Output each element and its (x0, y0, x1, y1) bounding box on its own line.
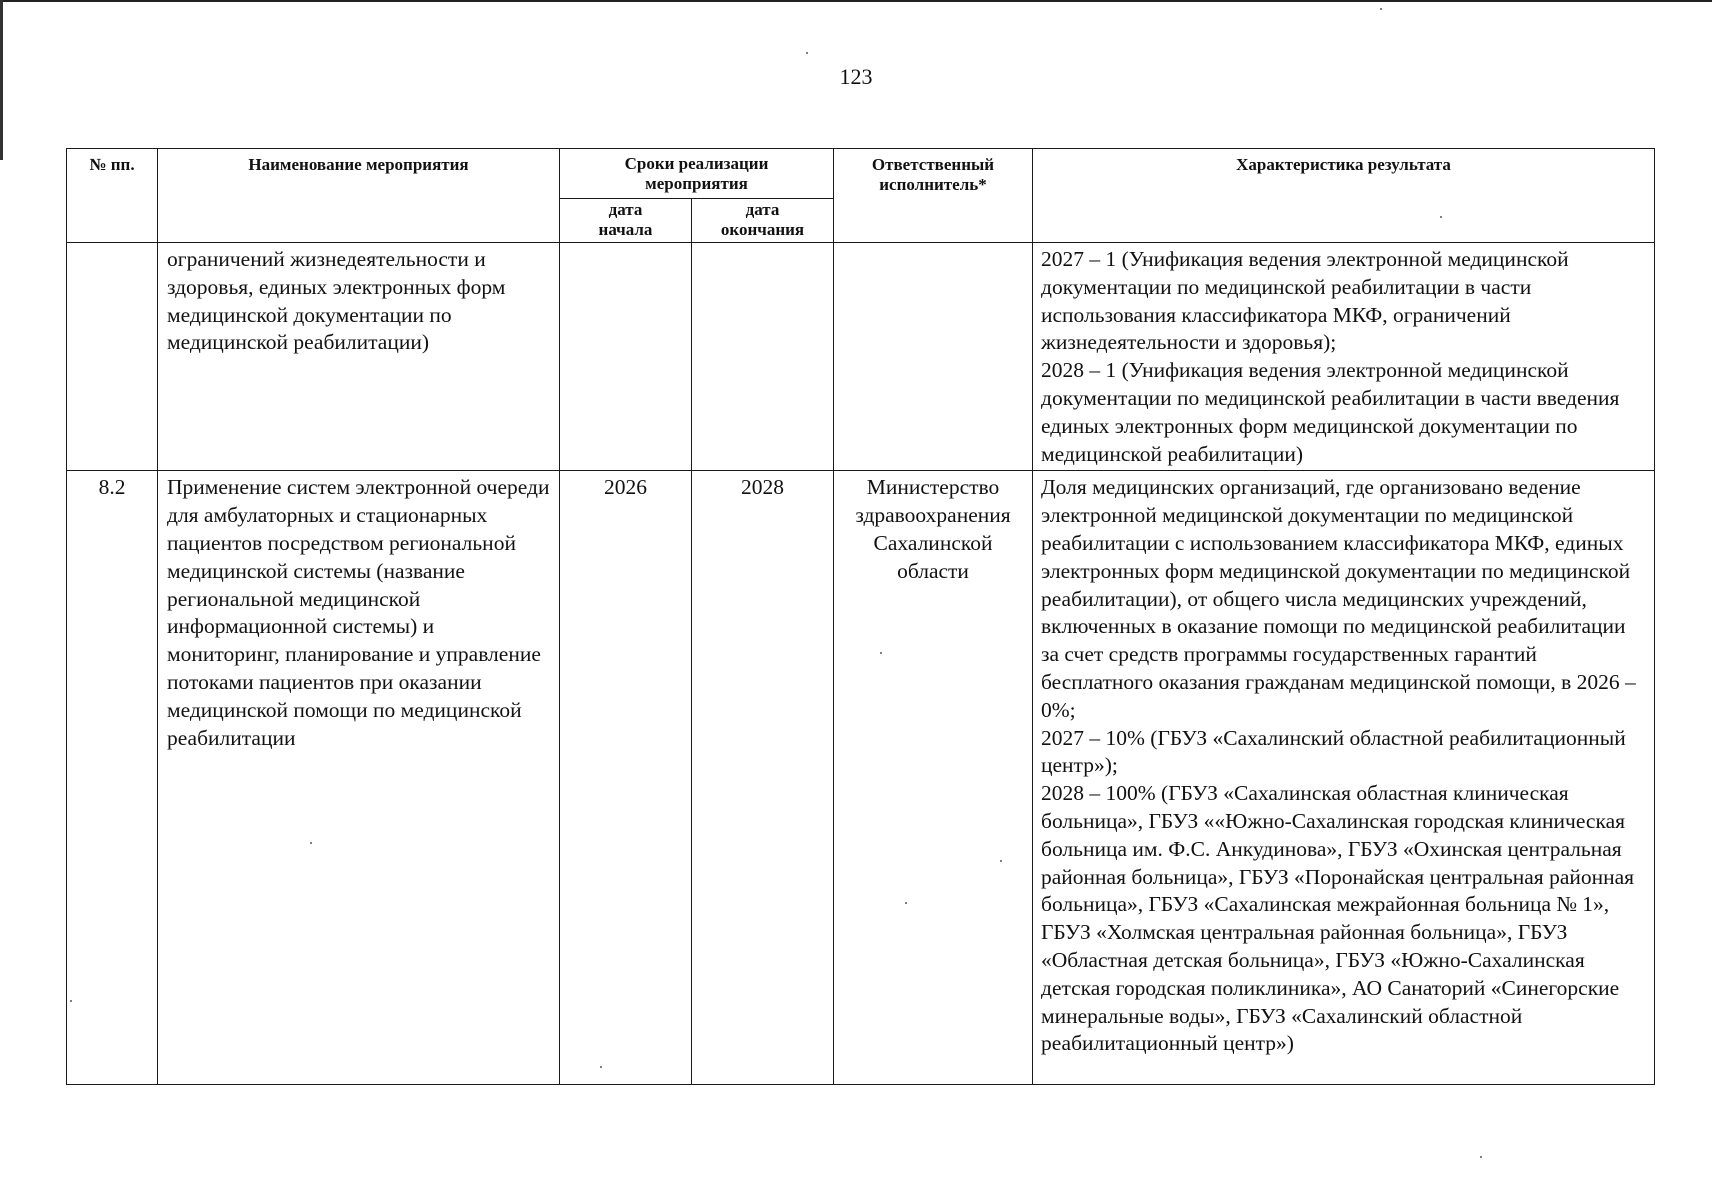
measures-table (66, 148, 1655, 1085)
row-result (1033, 243, 1655, 471)
header-responsible: Ответственный исполнитель* (834, 149, 1033, 243)
row-end-date (692, 243, 834, 471)
row-name: Применение систем электронной очереди для амбулаторных и стационарных пациентов посредством региональной медицинской системы (название региональной медицинской информационной системы) и мониторинг, планирование и управление потоками пациентов при оказании медицинской помощи по медицинской реабилитации (158, 471, 560, 1085)
row-name: ограничений жизнедеятельности и здоровья, единых электронных форм медицинской документации по медицинской реабилитации) (158, 243, 560, 471)
row-responsible: Министерство здравоохранения Сахалинской области (834, 471, 1033, 1085)
result-paragraph: 2027 – 1 (Унификация ведения электронной медицинской документации по медицинской реабилитации в части использования классификатора МКФ, ограничений жизнедеятельности и здоровья); (1041, 247, 1569, 355)
page-number: 123 (839, 64, 873, 89)
header-result: Характеристика результата (1033, 149, 1655, 243)
scan-top-border (0, 0, 1712, 2)
table-row (67, 243, 1655, 471)
scan-speck (1380, 8, 1382, 10)
scan-speck (806, 52, 808, 54)
scan-speck (600, 1066, 602, 1068)
row-end-date: 2028 (692, 471, 834, 1085)
result-paragraph: Доля медицинских организаций, где организовано ведение электронной медицинской документации по медицинской реабилитации с использованием классификатора МКФ, единых электронных форм медицинской документации по медицинской реабилитации), от общего числа медицинских учреждений, включенных в оказание помощи по медицинской реабилитации за счет средств программы государственных гарантий бесплатного оказания гражданам медицинской помощи, в 2026 – 0%; (1041, 475, 1636, 722)
header-end-date: дата окончания (692, 199, 834, 243)
scan-speck (1440, 216, 1442, 218)
table-row (67, 471, 1655, 1085)
row-start-date: 2026 (560, 471, 692, 1085)
result-paragraph: 2027 – 10% (ГБУЗ «Сахалинский областной реабилитационный центр»); (1041, 725, 1626, 778)
result-paragraph: 2028 – 1 (Унификация ведения электронной медицинской документации по медицинской реабилитации в части введения единых электронных форм медицинской документации по медицинской реабилитации) (1041, 358, 1620, 466)
scan-speck (70, 1000, 72, 1002)
scan-speck (1480, 1156, 1482, 1158)
header-start-date: дата начала (560, 199, 692, 243)
row-start-date (560, 243, 692, 471)
header-num: № пп. (67, 149, 158, 243)
result-paragraph: 2028 – 100% (ГБУЗ «Сахалинская областная клиническая больница», ГБУЗ ««Южно-Сахалинская городская клиническая больница им. Ф.С. Анкудинова», ГБУЗ «Охинская центральная районная больница», ГБУЗ «Поронайская центральная районная больница», ГБУЗ «Сахалинская межрайонная больница № 1», ГБУЗ «Холмская центральная районная больница», ГБУЗ «Областная детская больница», ГБУЗ «Южно-Сахалинская детская городская поликлиника», АО Санаторий «Синегорские минеральные воды», ГБУЗ «Сахалинский областной реабилитационный центр») (1041, 781, 1635, 1056)
header-timing: Сроки реализации мероприятия (560, 149, 834, 199)
scan-speck (310, 842, 312, 844)
scan-speck (1000, 860, 1002, 862)
row-num: 8.2 (67, 471, 158, 1085)
row-num (67, 243, 158, 471)
header-row (67, 149, 1655, 199)
row-responsible (834, 243, 1033, 471)
scan-speck (880, 652, 882, 654)
header-name: Наименование мероприятия (158, 149, 560, 243)
scan-speck (905, 902, 907, 904)
row-result (1033, 471, 1655, 1085)
